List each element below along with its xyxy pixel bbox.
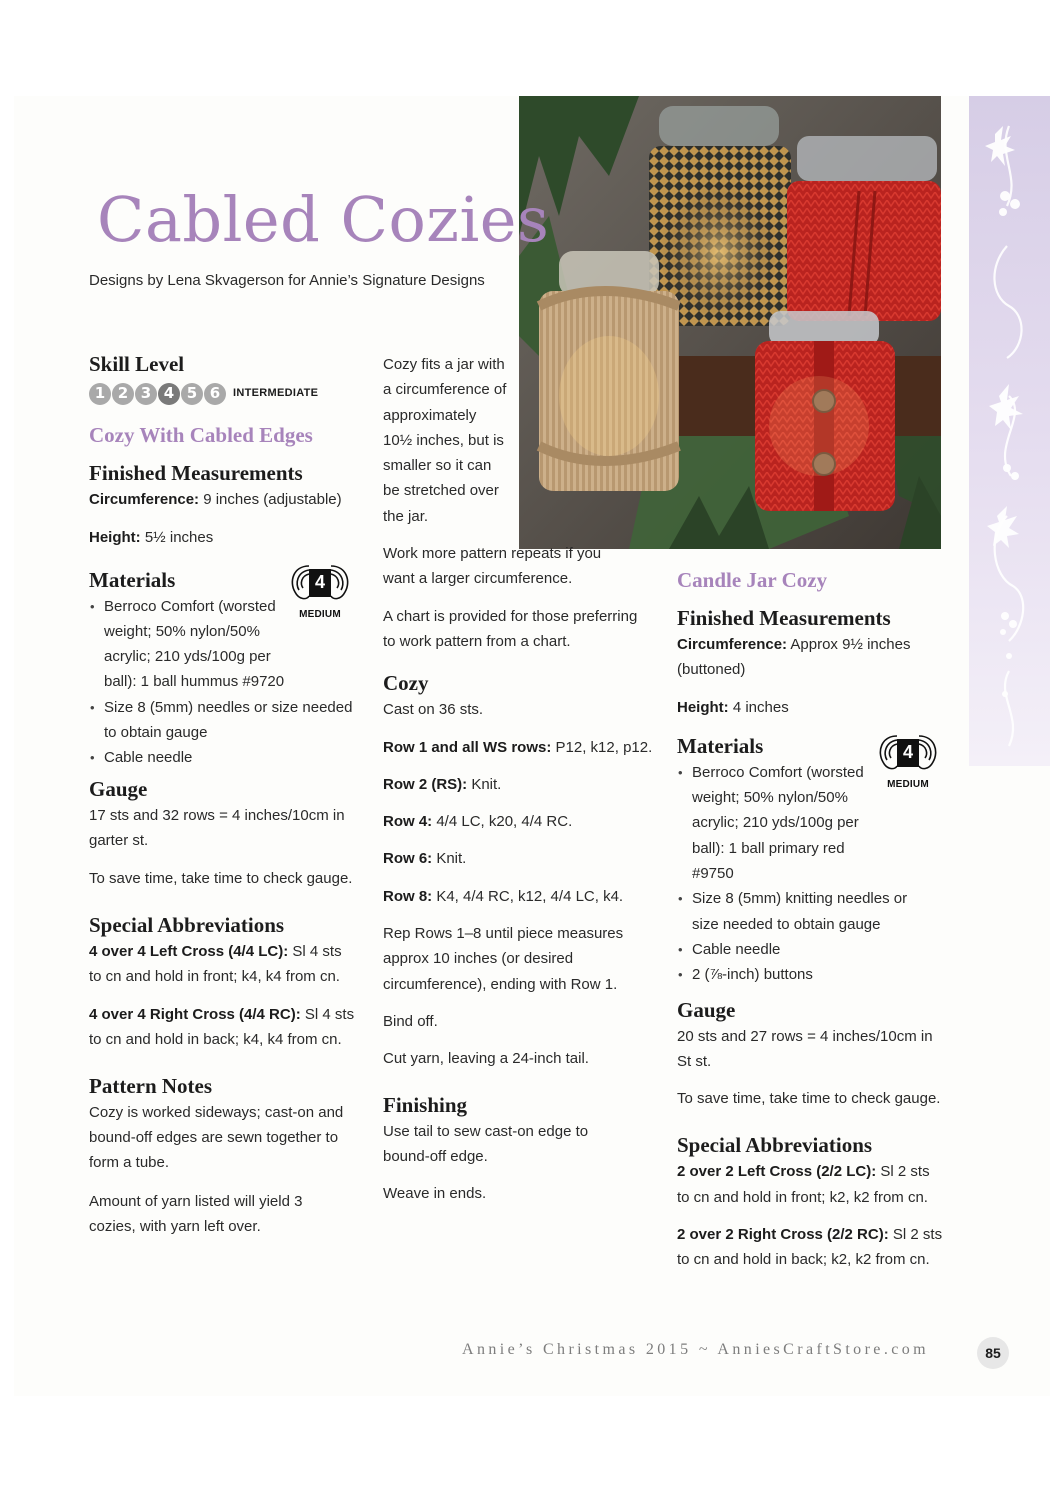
material-item: • Cable needle [677,937,945,962]
pattern-note: Cozy is worked sideways; cast-on and bound-off edges are sewn together to form a tube. [89,1103,344,1172]
special-abbreviations-heading: Special Abbreviations [677,1133,873,1158]
yarn-weight-number: 4 [309,569,331,597]
gauge-heading: Gauge [89,776,148,801]
skill-level-3: 3 [135,383,157,405]
abbreviation-item [677,1159,945,1210]
cut-yarn-text: Cut yarn, leaving a 24-inch tail. [383,1050,589,1068]
chart-text: A chart is provided for those preferring to work pattern from a chart. [383,607,638,650]
skill-level-label: INTERMEDIATE [233,387,319,400]
row-label: Row 2 (RS): [383,775,468,793]
abbreviation-text: Sl 2 sts to cn and hold in back; k2, k2 from cn. [677,1226,943,1269]
material-item: • 2 (⅞-inch) buttons [677,962,945,987]
material-item: • Size 8 (5mm) needles or size needed to obtain gauge [89,695,357,746]
material-item: • Berroco Comfort (worsted weight; 50% nylon/50% acrylic; 210 yds/100g per ball): 1 ball hummus #9720 [89,594,289,695]
materials-heading: Materials [677,733,764,758]
row-text: Knit. [467,775,502,793]
material-item: • Cable needle [89,745,357,770]
gauge-text: 17 sts and 32 rows = 4 inches/10cm in garter st. [89,806,345,849]
yarn-weight-icon [875,730,941,788]
gauge-text: 20 sts and 27 rows = 4 inches/10cm in St st. [677,1027,933,1070]
row-instruction [383,884,653,909]
materials-heading: Materials [89,567,176,592]
materials-section [677,732,945,988]
yarn-weight-label: MEDIUM [887,778,929,790]
abbreviation-item [677,1222,945,1273]
row-text: K4, 4/4 RC, k12, 4/4 LC, k4. [432,887,624,905]
finishing-text: Use tail to sew cast-on edge to bound-off edge. [383,1122,589,1165]
height-line [677,695,945,720]
circumference-value: Approx 9½ inches (buttoned) [677,636,911,679]
circumference-value: 9 inches (adjustable) [199,491,342,508]
row-label: Row 1 and all WS rows: [383,738,552,756]
skill-level-rating [89,381,357,407]
candle-jar-cozy-heading: Candle Jar Cozy [677,568,828,592]
height-label: Height: [677,698,729,716]
cast-on-text: Cast on 36 sts. [383,701,484,719]
row-instruction [383,809,653,834]
skill-level-heading: Skill Level [89,352,185,376]
circumference-line [677,632,932,683]
circumference-label: Circumference: [89,491,200,508]
material-item: • Size 8 (5mm) knitting needles or size needed to obtain gauge [677,886,917,937]
special-abbreviations-heading: Special Abbreviations [89,912,285,937]
materials-section [89,566,357,771]
yarn-weight-number: 4 [897,739,919,767]
bind-off-text: Bind off. [383,1012,438,1030]
abbreviation-text: Sl 4 sts to cn and hold in back; k4, k4 from cn. [89,1006,355,1049]
abbreviation-text: Sl 4 sts to cn and hold in front; k4, k4 from cn. [89,942,342,985]
abbreviation-label: 4 over 4 Left Cross (4/4 LC): [89,942,289,960]
row-label: Row 8: [383,887,433,905]
material-item: • Berroco Comfort (worsted weight; 50% nylon/50% acrylic; 210 yds/100g per ball): 1 ball primary red #9750 [677,760,875,886]
fit-text: Cozy fits a jar with a circumference of approximately 10½ inches, but is smaller so it can be stretched over the jar. [383,356,507,525]
left-column [89,350,357,1239]
pattern-notes-heading: Pattern Notes [89,1073,213,1098]
height-line [89,525,357,550]
holly-ornament-icon [969,96,1050,766]
abbreviation-item [89,939,357,990]
skill-level-4-active: 4 [158,383,180,405]
row-instruction [383,735,653,760]
cozy-heading: Cozy [383,671,429,696]
repeat-text: Work more pattern repeats if you want a larger circumference. [383,545,602,588]
page-number: 85 [977,1337,1009,1369]
gauge-heading: Gauge [677,997,736,1022]
row-text: 4/4 LC, k20, 4/4 RC. [432,813,573,831]
row-instruction [383,772,653,797]
footer-publication: Annie’s Christmas 2015 ~ AnniesCraftStore.com [462,1341,929,1358]
page-title: Cabled Cozies [97,183,550,256]
circumference-label: Circumference: [677,636,788,653]
repeat-rows-text: Rep Rows 1–8 until piece measures approx 10 inches (or desired circumference), ending with Row 1. [383,925,624,993]
decorative-side-strip [969,96,1050,766]
finished-measurements-heading: Finished Measurements [89,461,303,485]
skill-level-1: 1 [89,383,111,405]
row-label: Row 6: [383,850,433,868]
height-label: Height: [89,529,141,547]
finishing-text: Weave in ends. [383,1185,487,1203]
byline: Designs by Lena Skvagerson for Annie’s Signature Designs [89,272,485,289]
height-value: 5½ inches [140,529,214,547]
abbreviation-item [89,1002,357,1053]
pattern-note: Amount of yarn listed will yield 3 cozies, with yarn left over. [89,1192,303,1235]
circumference-line [89,487,357,512]
right-column [677,566,945,1273]
abbreviation-label: 2 over 2 Right Cross (2/2 RC): [677,1226,889,1244]
skill-level-5: 5 [181,383,203,405]
row-text: P12, k12, p12. [551,738,653,756]
cozy-cabled-edges-heading: Cozy With Cabled Edges [89,423,313,447]
row-instruction [383,846,653,871]
skill-level-2: 2 [112,383,134,405]
skill-level-6: 6 [204,383,226,405]
gauge-note: To save time, take time to check gauge. [89,870,353,888]
row-text: Knit. [432,850,467,868]
yarn-weight-label: MEDIUM [299,608,341,620]
height-value: 4 inches [728,698,789,716]
gauge-note: To save time, take time to check gauge. [677,1090,941,1108]
yarn-weight-icon [287,560,353,618]
finishing-heading: Finishing [383,1092,468,1117]
middle-column [383,352,653,1206]
finished-measurements-heading: Finished Measurements [677,606,891,630]
abbreviation-label: 4 over 4 Right Cross (4/4 RC): [89,1006,301,1024]
abbreviation-label: 2 over 2 Left Cross (2/2 LC): [677,1163,877,1181]
row-label: Row 4: [383,813,433,831]
abbreviation-text: Sl 2 sts to cn and hold in front; k2, k2 from cn. [677,1163,930,1206]
